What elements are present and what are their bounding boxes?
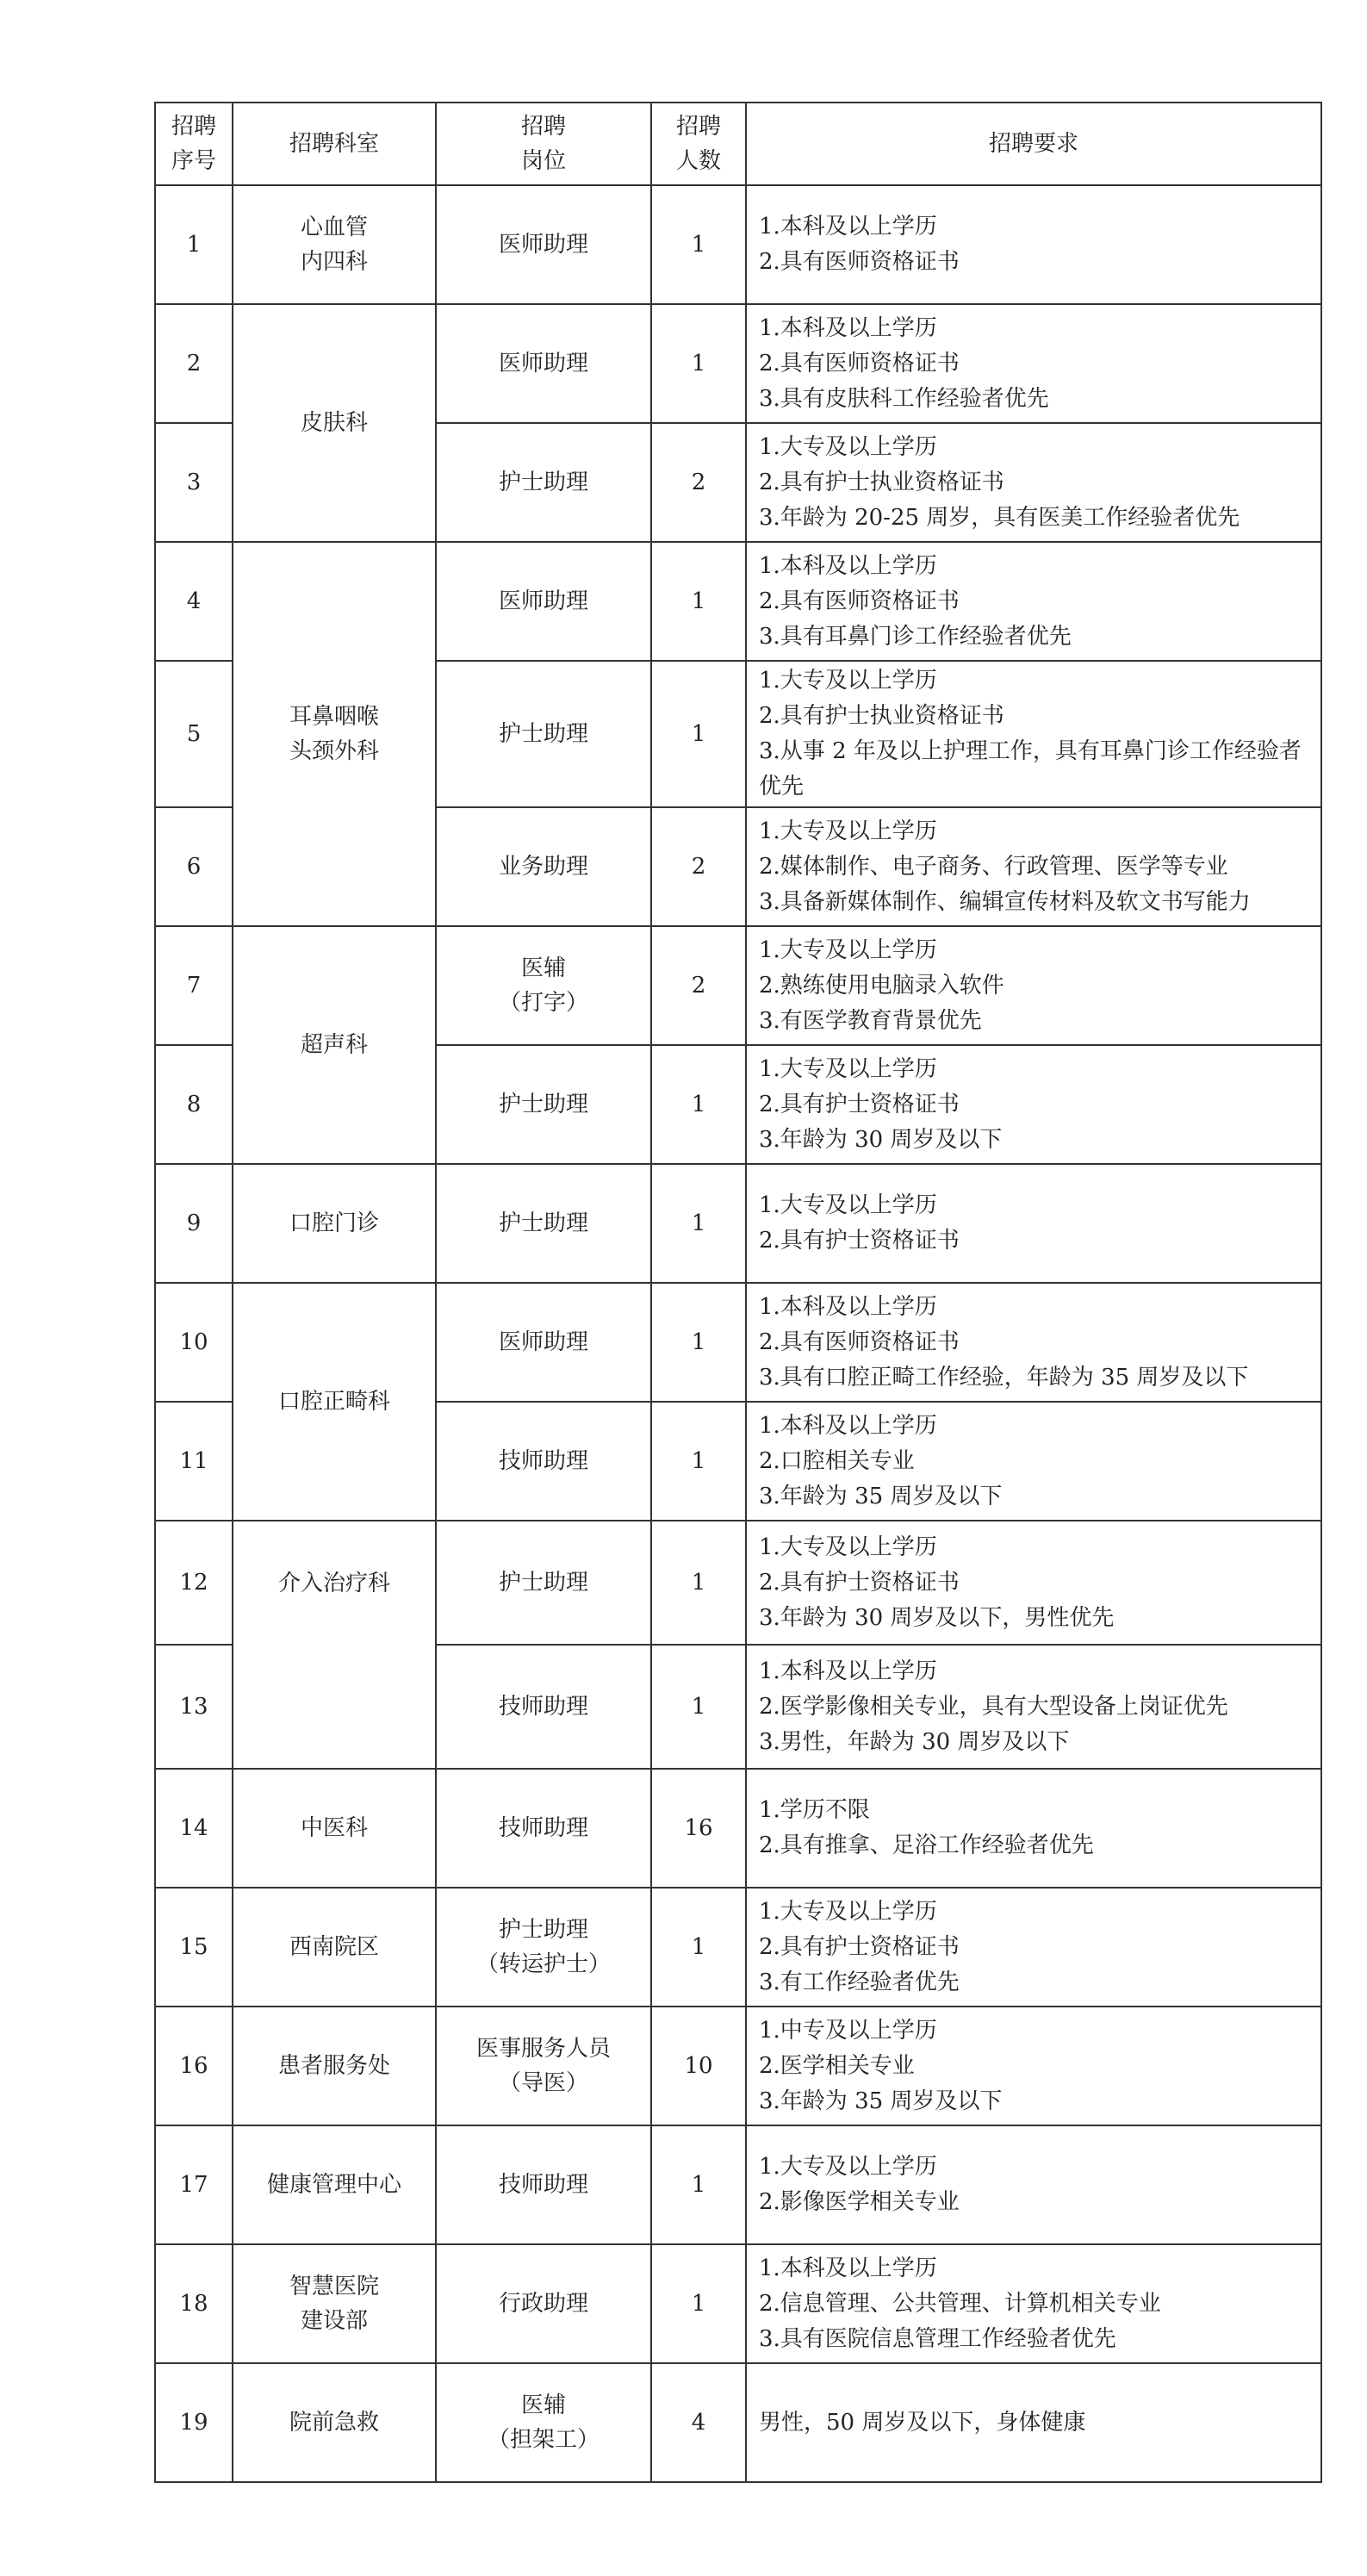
row-post: 护士助理 （转运护士） [436,1888,651,2007]
row-req: 1.大专及以上学历 2.熟练使用电脑录入软件 3.有医学教育背景优先 [746,926,1321,1045]
header-no: 招聘 序号 [155,103,233,185]
row-post: 技师助理 [436,1645,651,1769]
row-dept: 口腔正畸科 [233,1283,436,1521]
row-post: 医辅 （打字） [436,926,651,1045]
row-dept: 口腔门诊 [233,1164,436,1283]
row-post: 护士助理 [436,1164,651,1283]
row-dept: 西南院区 [233,1888,436,2007]
table-row [155,185,1321,304]
row-count: 2 [651,926,746,1045]
row-no: 13 [155,1645,233,1769]
table-row [155,1521,1321,1645]
row-count: 1 [651,1521,746,1645]
row-req: 1.大专及以上学历 2.具有护士资格证书 3.年龄为 30 周岁及以下，男性优先 [746,1521,1321,1645]
row-req: 1.本科及以上学历 2.具有医师资格证书 [746,185,1321,304]
row-dept: 中医科 [233,1769,436,1888]
row-req: 1.大专及以上学历 2.媒体制作、电子商务、行政管理、医学等专业 3.具备新媒体制作、编辑宣传材料及软文书写能力 [746,807,1321,926]
row-count: 1 [651,1402,746,1521]
header-post: 招聘 岗位 [436,103,651,185]
table-row [155,926,1321,1045]
row-no: 1 [155,185,233,304]
row-no: 19 [155,2363,233,2482]
row-req: 1.本科及以上学历 2.口腔相关专业 3.年龄为 35 周岁及以下 [746,1402,1321,1521]
row-count: 1 [651,2244,746,2363]
table-row [155,2125,1321,2244]
row-no: 16 [155,2007,233,2125]
row-dept: 耳鼻咽喉 头颈外科 [233,542,436,926]
row-post: 护士助理 [436,1045,651,1164]
row-no: 3 [155,423,233,542]
row-req: 1.本科及以上学历 2.具有医师资格证书 3.具有皮肤科工作经验者优先 [746,304,1321,423]
row-no: 2 [155,304,233,423]
header-req: 招聘要求 [746,103,1321,185]
row-count: 1 [651,1283,746,1402]
table-row [155,1164,1321,1283]
row-count: 1 [651,1045,746,1164]
row-post: 行政助理 [436,2244,651,2363]
row-req: 1.本科及以上学历 2.医学影像相关专业，具有大型设备上岗证优先 3.男性，年龄为 30 周岁及以下 [746,1645,1321,1769]
row-count: 1 [651,1645,746,1769]
row-no: 6 [155,807,233,926]
row-post: 医师助理 [436,185,651,304]
recruitment-table [154,102,1322,2483]
row-count: 1 [651,185,746,304]
row-dept: 心血管 内四科 [233,185,436,304]
table-row [155,2007,1321,2125]
row-no: 14 [155,1769,233,1888]
row-post: 业务助理 [436,807,651,926]
row-dept: 智慧医院 建设部 [233,2244,436,2363]
row-no: 8 [155,1045,233,1164]
row-no: 4 [155,542,233,661]
row-post: 医师助理 [436,1283,651,1402]
row-no: 18 [155,2244,233,2363]
row-dept: 院前急救 [233,2363,436,2482]
row-req: 1.大专及以上学历 2.具有护士资格证书 3.有工作经验者优先 [746,1888,1321,2007]
table-row [155,1283,1321,1402]
row-req: 1.本科及以上学历 2.具有医师资格证书 3.具有口腔正畸工作经验，年龄为 35 周岁及以下 [746,1283,1321,1402]
row-count: 1 [651,661,746,807]
row-post: 护士助理 [436,423,651,542]
row-count: 1 [651,2125,746,2244]
table-row [155,2244,1321,2363]
row-req: 男性，50 周岁及以下，身体健康 [746,2363,1321,2482]
row-post: 技师助理 [436,1769,651,1888]
row-post: 医师助理 [436,304,651,423]
row-count: 1 [651,1888,746,2007]
row-count: 10 [651,2007,746,2125]
table-row [155,2363,1321,2482]
row-no: 11 [155,1402,233,1521]
row-no: 17 [155,2125,233,2244]
row-dept: 介入治疗科 [233,1521,436,1769]
row-count: 4 [651,2363,746,2482]
row-count: 1 [651,304,746,423]
table-row [155,1888,1321,2007]
row-req: 1.大专及以上学历 2.具有护士执业资格证书 3.年龄为 20-25 周岁，具有医美工作经验者优先 [746,423,1321,542]
header-count: 招聘 人数 [651,103,746,185]
row-req: 1.本科及以上学历 2.信息管理、公共管理、计算机相关专业 3.具有医院信息管理工作经验者优先 [746,2244,1321,2363]
row-count: 2 [651,423,746,542]
header-dept: 招聘科室 [233,103,436,185]
row-req: 1.大专及以上学历 2.具有护士执业资格证书 3.从事 2 年及以上护理工作，具有耳鼻门诊工作经验者优先 [746,661,1321,807]
row-req: 1.大专及以上学历 2.具有护士资格证书 3.年龄为 30 周岁及以下 [746,1045,1321,1164]
row-no: 9 [155,1164,233,1283]
row-post: 技师助理 [436,2125,651,2244]
table-row [155,542,1321,661]
row-count: 1 [651,542,746,661]
row-req: 1.本科及以上学历 2.具有医师资格证书 3.具有耳鼻门诊工作经验者优先 [746,542,1321,661]
row-post: 医师助理 [436,542,651,661]
row-no: 15 [155,1888,233,2007]
row-count: 1 [651,1164,746,1283]
row-req: 1.大专及以上学历 2.具有护士资格证书 [746,1164,1321,1283]
row-req: 1.大专及以上学历 2.影像医学相关专业 [746,2125,1321,2244]
row-dept: 超声科 [233,926,436,1164]
row-req: 1.中专及以上学历 2.医学相关专业 3.年龄为 35 周岁及以下 [746,2007,1321,2125]
row-dept: 皮肤科 [233,304,436,542]
table-row [155,304,1321,423]
row-dept: 患者服务处 [233,2007,436,2125]
row-no: 7 [155,926,233,1045]
table-row [155,1769,1321,1888]
row-no: 12 [155,1521,233,1645]
row-post: 医事服务人员 （导医） [436,2007,651,2125]
row-post: 护士助理 [436,661,651,807]
row-count: 16 [651,1769,746,1888]
row-count: 2 [651,807,746,926]
row-no: 5 [155,661,233,807]
row-no: 10 [155,1283,233,1402]
table-header-row [155,103,1321,185]
row-req: 1.学历不限 2.具有推拿、足浴工作经验者优先 [746,1769,1321,1888]
row-post: 医辅 （担架工） [436,2363,651,2482]
row-dept: 健康管理中心 [233,2125,436,2244]
row-post: 技师助理 [436,1402,651,1521]
row-post: 护士助理 [436,1521,651,1645]
